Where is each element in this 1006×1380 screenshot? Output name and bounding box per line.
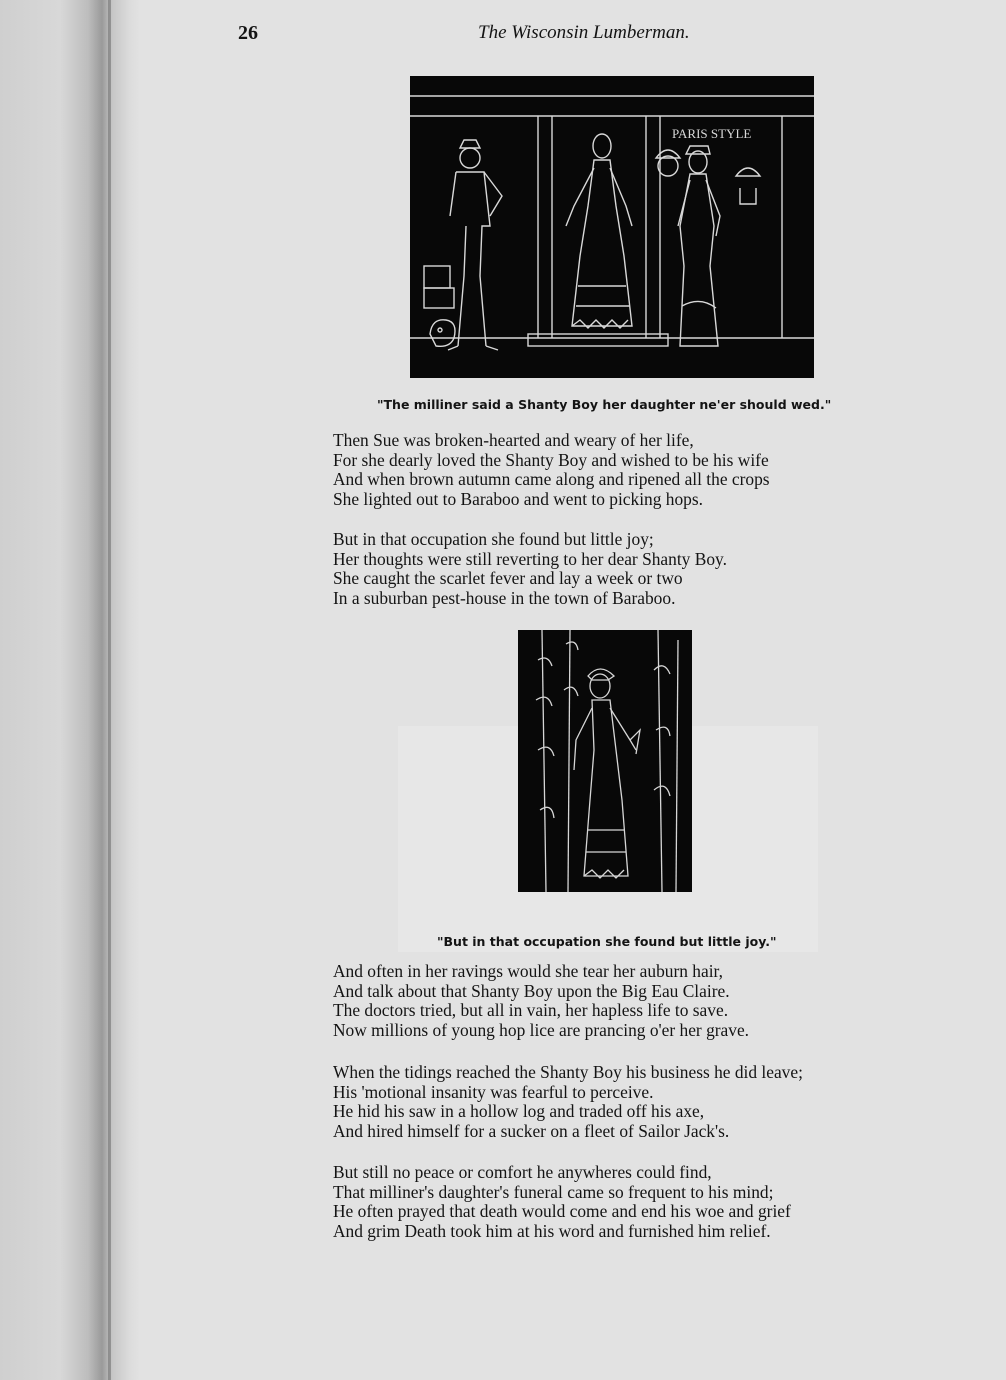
running-title: The Wisconsin Lumberman. xyxy=(478,22,690,43)
verse-line: He hid his saw in a hollow log and traded off his axe, xyxy=(333,1101,705,1122)
verse-line: His 'motional insanity was fearful to perceive. xyxy=(333,1081,654,1102)
verse-line: Then Sue was broken-hearted and weary of her life, xyxy=(333,430,694,450)
verse-line: She lighted out to Baraboo and went to picking hops. xyxy=(333,489,703,510)
verse-line: When the tidings reached the Shanty Boy his business he did leave; xyxy=(333,1062,803,1082)
illustration-caption-1: "The milliner said a Shanty Boy her daughter ne'er should wed." xyxy=(377,397,832,412)
illustration-hop-field xyxy=(518,630,692,892)
verse-line: For she dearly loved the Shanty Boy and wished to be his wife xyxy=(333,449,769,470)
stanza-3 xyxy=(333,962,749,1041)
stanza-1 xyxy=(333,431,770,510)
illustration-caption-2: "But in that occupation she found but little joy." xyxy=(437,934,777,949)
verse-line: In a suburban pest-house in the town of Baraboo. xyxy=(333,588,676,609)
verse-line: But in that occupation she found but little joy; xyxy=(333,529,654,549)
verse-line: And grim Death took him at his word and furnished him relief. xyxy=(333,1221,771,1242)
verse-line: But still no peace or comfort he anywheres could find, xyxy=(333,1162,712,1182)
verse-line: Now millions of young hop lice are prancing o'er her grave. xyxy=(333,1020,750,1041)
stanza-5 xyxy=(333,1163,791,1242)
paris-style-sign: PARIS STYLE xyxy=(672,126,752,141)
verse-line: The doctors tried, but all in vain, her hapless life to save. xyxy=(333,1000,729,1021)
milliner-shop-engraving xyxy=(410,76,814,378)
verse-line: And talk about that Shanty Boy upon the Big Eau Claire. xyxy=(333,980,730,1001)
page-gutter xyxy=(0,0,140,1380)
verse-line: She caught the scarlet fever and lay a week or two xyxy=(333,568,683,589)
stanza-4 xyxy=(333,1063,803,1142)
page-number: 26 xyxy=(238,22,258,44)
hop-field-engraving xyxy=(518,630,692,892)
verse-line: And when brown autumn came along and ripened all the crops xyxy=(333,469,770,490)
binding-edge xyxy=(108,0,111,1380)
verse-line: And hired himself for a sucker on a fleet of Sailor Jack's. xyxy=(333,1121,730,1142)
verse-line: That milliner's daughter's funeral came so frequent to his mind; xyxy=(333,1181,774,1202)
verse-line: Her thoughts were still reverting to her dear Shanty Boy. xyxy=(333,548,727,569)
illustration-milliner-shop xyxy=(410,76,814,378)
verse-line: He often prayed that death would come and end his woe and grief xyxy=(333,1201,791,1222)
stanza-2 xyxy=(333,530,727,609)
verse-line: And often in her ravings would she tear her auburn hair, xyxy=(333,961,723,981)
